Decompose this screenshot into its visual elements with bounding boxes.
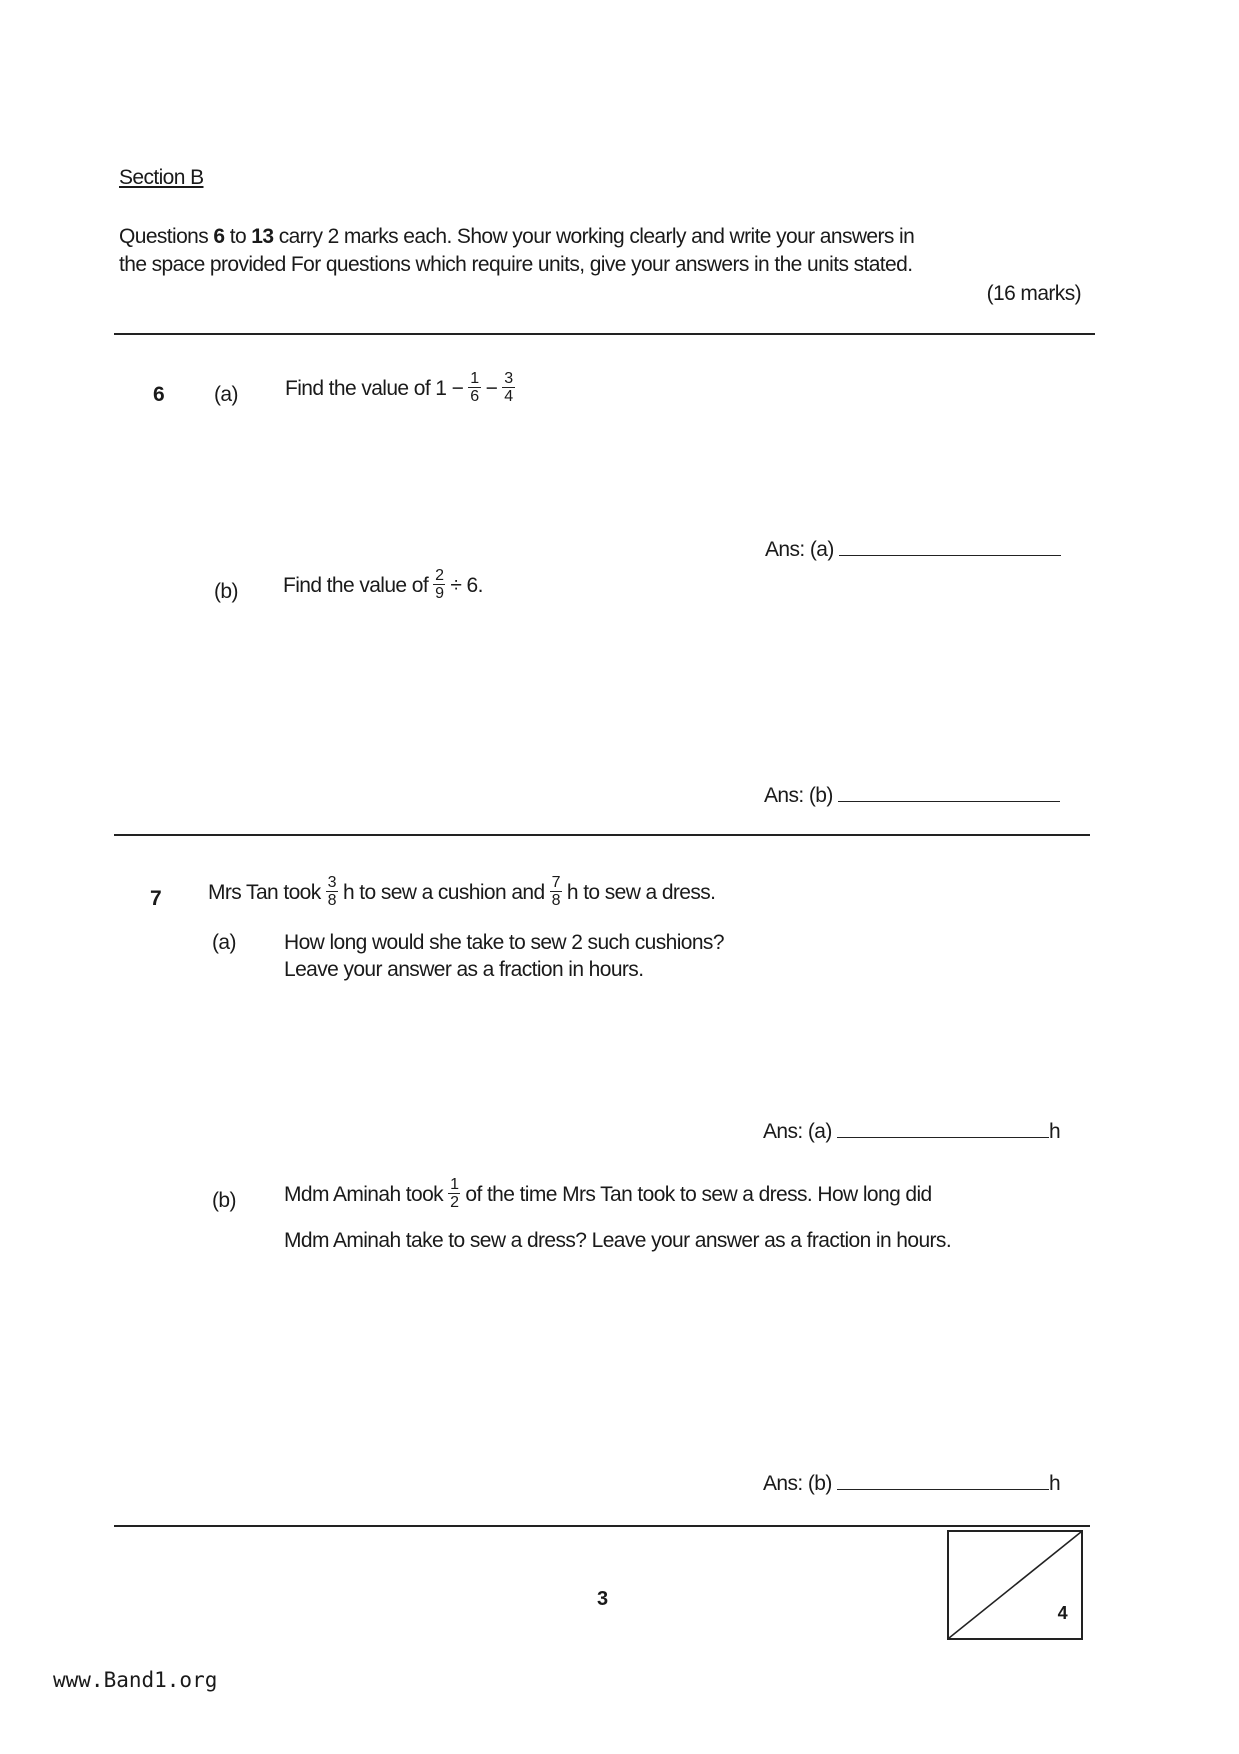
part-label: (b) [212,1189,236,1212]
numerator: 2 [435,567,444,584]
instructions-line-2: the space provided For questions which require units, give your answers in the units stated. [119,253,913,276]
answer-blank[interactable] [838,800,1060,802]
text: Find the value of 1 − [285,377,464,401]
answer-line-7a[interactable] [763,1120,1060,1144]
fraction [433,567,445,602]
denominator: 8 [327,892,336,909]
q7b-line-1 [284,1178,932,1213]
answer-label: Ans: (a) [765,538,834,561]
fraction [550,874,562,909]
fraction [502,370,514,405]
fraction [448,1176,460,1211]
divider [114,1525,1090,1527]
part-label: (a) [214,383,238,406]
numerator: 1 [470,370,479,387]
q6b-text [283,569,483,604]
text: h to sew a dress. [566,881,716,905]
answer-line-7b[interactable] [763,1472,1060,1496]
answer-label: Ans: (b) [764,784,833,807]
q7-stem [208,876,715,911]
marks-box [947,1530,1083,1640]
total-marks: (16 marks) [986,282,1081,305]
q6a-text [285,372,520,407]
text: Find the value of [283,574,429,598]
answer-blank[interactable] [839,554,1061,556]
watermark: www.Band1.org [53,1668,218,1692]
question-number: 6 [153,383,165,406]
numerator: 3 [504,370,513,387]
divider [114,333,1095,335]
denominator: 8 [551,892,560,909]
instructions-line-1 [119,225,914,249]
q-to: 13 [251,225,274,248]
page-number: 3 [597,1588,608,1610]
q7a-line-1: How long would she take to sew 2 such cushions? [284,931,724,954]
divider [114,834,1090,836]
q-from: 6 [213,225,225,248]
fraction [468,370,480,405]
question-number: 7 [150,887,162,910]
fraction [326,874,338,909]
part-label: (a) [212,931,236,954]
part-label: (b) [214,580,238,603]
text: Mdm Aminah took [284,1183,444,1207]
text: Questions [119,225,214,248]
text: Mrs Tan took [208,881,321,905]
numerator: 3 [327,874,336,891]
answer-blank[interactable] [837,1136,1049,1138]
section-title: Section B [119,166,204,189]
answer-blank[interactable] [837,1488,1049,1490]
text: of the time Mrs Tan took to sew a dress. How long did [465,1183,932,1207]
answer-line-6a[interactable] [765,538,1061,562]
operator: − [485,377,498,401]
denominator: 6 [470,388,479,405]
denominator: 9 [435,585,444,602]
unit: h [1048,1120,1061,1143]
answer-line-6b[interactable] [764,784,1060,808]
text: ÷ 6. [450,574,483,598]
numerator: 1 [450,1176,459,1193]
answer-label: Ans: (b) [763,1472,832,1495]
numerator: 7 [551,874,560,891]
marks-value: 4 [1057,1603,1067,1623]
text: h to sew a cushion and [342,881,545,905]
text: carry 2 marks each. Show your working clearly and write your answers in [273,225,915,248]
q7a-line-2: Leave your answer as a fraction in hours. [284,958,644,981]
denominator: 4 [504,388,513,405]
text: to [224,225,252,248]
denominator: 2 [450,1194,459,1211]
answer-label: Ans: (a) [763,1120,832,1143]
q7b-line-2: Mdm Aminah take to sew a dress? Leave your answer as a fraction in hours. [284,1229,952,1252]
unit: h [1048,1472,1061,1495]
